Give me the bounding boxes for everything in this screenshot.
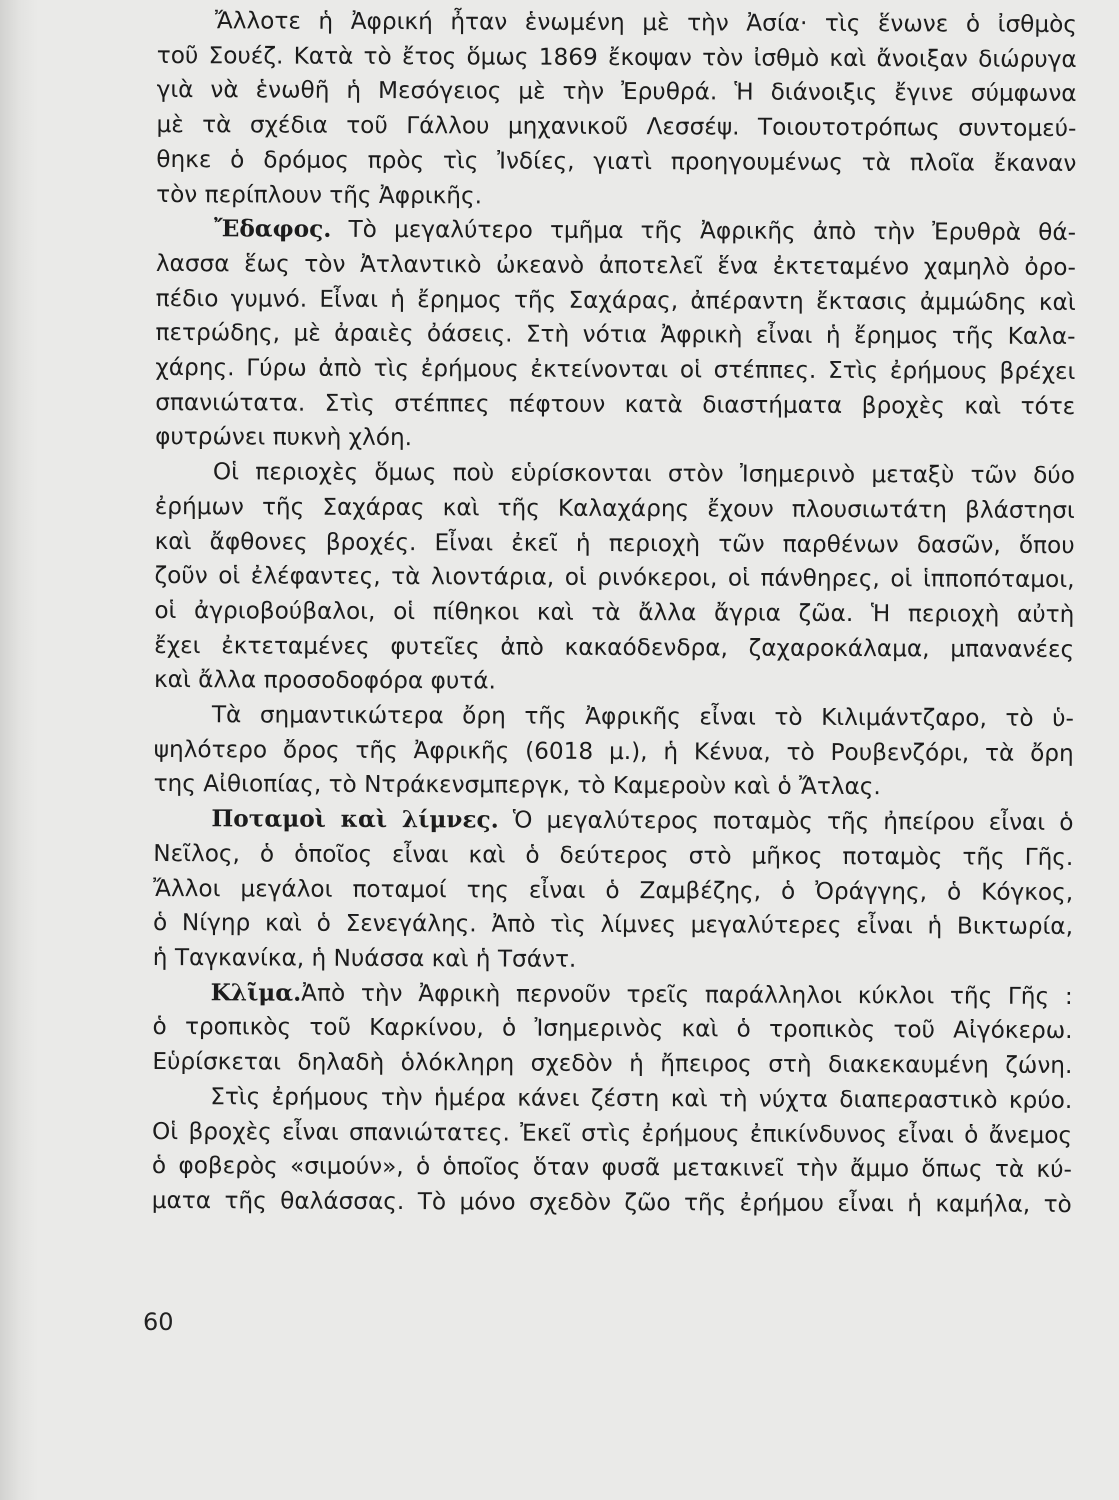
page-number: 60: [143, 1308, 174, 1336]
text-line: Ποταμοὶ καὶ λίμνες. Ὁ μεγαλύτερος ποταμὸς τῆς ἠπείρου εἶναι ὁ: [211, 805, 1074, 837]
text-line: ἔχει ἐκτεταμένες φυτεῖες ἀπὸ κακαόδενδρα, ζαχαροκάλαμα, μπανανέες: [154, 631, 1075, 663]
text-line: ἐρήμων τῆς Σαχάρας καὶ τῆς Καλαχάρης ἔχουν πλουσιωτάτη βλάστησι: [154, 492, 1075, 524]
text-line: φυτρώνει πυκνὴ χλόη.: [155, 423, 413, 452]
text-line: πετρώδης, μὲ ἀραιὲς ὀάσεις. Στὴ νότια Ἀφρικὴ εἶναι ἡ ἔρημος τῆς Καλα-: [155, 319, 1076, 351]
text-line: καὶ ἄλλα προσοδοφόρα φυτά.: [153, 666, 496, 695]
text-line: τὸν περίπλουν τῆς Ἀφρικῆς.: [156, 180, 483, 209]
text-line: θηκε ὁ δρόμος πρὸς τὶς Ἰνδίες, γιατὶ προηγουμένως τὰ πλοῖα ἔκαναν: [156, 145, 1077, 177]
paragraph-intro: [156, 4, 1077, 216]
text-line: Νεῖλος, ὁ ὁποῖος εἶναι καὶ ὁ δεύτερος στὸ μῆκος ποταμὸς τῆς Γῆς.: [153, 839, 1074, 871]
section-heading-edafos: Ἔδαφος.: [213, 215, 332, 243]
paragraph-climate: [152, 976, 1072, 1084]
text-line: Εὑρίσκεται δηλαδὴ ὁλόκληρη σχεδὸν ἡ ἤπειρος στὴ διακεκαυμένη ζώνη.: [152, 1048, 1073, 1080]
text-line: ὁ Νίγηρ καὶ ὁ Σενεγάλης. Ἀπὸ τὶς λίμνες μεγαλύτερες εἶναι ἡ Βικτωρία,: [152, 909, 1074, 941]
text-line: χάρης. Γύρω ἀπὸ τὶς ἐρήμους ἐκτείνονται οἱ στέππες. Στὶς ἐρήμους βρέχει: [155, 354, 1076, 386]
text-line: ψηλότερο ὄρος τῆς Ἀφρικῆς (6018 μ.), ἡ Κένυα, τὸ Ρουβενζόρι, τὰ ὄρη: [153, 735, 1074, 767]
text-line: ὁ τροπικὸς τοῦ Καρκίνου, ὁ Ἰσημερινὸς καὶ ὁ τροπικὸς τοῦ Αἰγόκερω.: [152, 1013, 1073, 1045]
text-line: τοῦ Σουέζ. Κατὰ τὸ ἔτος ὅμως 1869 ἔκοψαν τὸν ἰσθμὸ καὶ ἄνοιξαν διώρυγα: [156, 41, 1077, 73]
text-line: Οἱ περιοχὲς ὅμως ποὺ εὑρίσκονται στὸν Ἰσημερινὸ μεταξὺ τῶν δύο: [212, 458, 1076, 490]
text-line: Οἱ βροχὲς εἶναι σπανιώτατες. Ἐκεῖ στὶς ἐρήμους ἐπικίνδυνος εἶναι ὁ ἄνεμος: [152, 1117, 1073, 1149]
text-line: Τὰ σημαντικώτερα ὄρη τῆς Ἀφρικῆς εἶναι τὸ Κιλιμάντζαρο, τὸ ὑ-: [211, 701, 1074, 733]
text-line: οἱ ἀγριοβούβαλοι, οἱ πίθηκοι καὶ τὰ ἄλλα ἄγρια ζῶα. Ἡ περιοχὴ αὐτὴ: [154, 596, 1075, 628]
text-line: ζοῦν οἱ ἐλέφαντες, τὰ λιοντάρια, οἱ ρινόκεροι, οἱ πάνθηρες, οἱ ἱπποπόταμοι,: [154, 562, 1075, 594]
text-line: Στὶς ἐρήμους τὴν ἡμέρα κάνει ζέστη καὶ τὴ νύχτα διαπεραστικὸ κρύο.: [210, 1083, 1073, 1114]
text-line: ματα τῆς θαλάσσας. Τὸ μόνο σχεδὸν ζῶο τῆς ἐρήμου εἶναι ἡ καμήλα, τὸ: [151, 1186, 1072, 1218]
text-line: ὁ φοβερὸς «σιμούν», ὁ ὁποῖος ὅταν φυσᾶ μετακινεῖ τὴν ἄμμο ὅπως τὰ κύ-: [151, 1152, 1072, 1184]
paragraph-edafos: [155, 212, 1076, 459]
text-line: Ἄλλοι μεγάλοι ποταμοί της εἶναι ὁ Ζαμβέζης, ὁ Ὀράγγης, ὁ Κόγκος,: [153, 874, 1074, 906]
text-line: λασσα ἕως τὸν Ἀτλαντικὸ ὠκεανὸ ἀποτελεῖ ἕνα ἐκτεταμένο χαμηλὸ ὀρο-: [155, 249, 1076, 281]
binding-shadow: [0, 0, 38, 1500]
paragraph-deserts: [152, 1080, 1073, 1223]
text-line: Κλῖμα.Ἀπὸ τὴν Ἀφρικὴ περνοῦν τρεῖς παράλληλοι κύκλοι τῆς Γῆς :: [210, 978, 1073, 1010]
text-line: Ἔδαφος. Τὸ μεγαλύτερο τμῆμα τῆς Ἀφρικῆς ἀπὸ τὴν Ἐρυθρὰ θά-: [213, 215, 1077, 247]
paragraph-rivers: [153, 802, 1074, 980]
section-heading-climate: Κλῖμα.: [210, 978, 302, 1007]
text-line: γιὰ νὰ ἑνωθῆ ἡ Μεσόγειος μὲ τὴν Ἐρυθρά. Ἡ διάνοιξις ἔγινε σύμφωνα: [156, 76, 1077, 108]
text-line: της Αἰθιοπίας, τὸ Ντράκενσμπεργκ, τὸ Καμεροὺν καὶ ὁ Ἄτλας.: [153, 770, 881, 801]
text-line: σπανιώτατα. Στὶς στέππες πέφτουν κατὰ διαστήματα βροχὲς καὶ τότε: [155, 388, 1076, 420]
text-line: πέδιο γυμνό. Εἶναι ἡ ἔρημος τῆς Σαχάρας, ἀπέραντη ἔκτασις ἀμμώδης καὶ: [155, 284, 1076, 316]
text-line: μὲ τὰ σχέδια τοῦ Γάλλου μηχανικοῦ Λεσσέψ. Τοιουτοτρόπως συντομεύ-: [156, 111, 1077, 143]
paragraph-mountains: [154, 698, 1074, 806]
body-text: [152, 4, 1077, 1223]
paragraph-equator: [154, 455, 1075, 702]
section-heading-rivers: Ποταμοὶ καὶ λίμνες.: [211, 805, 499, 834]
text-line: Ἄλλοτε ἡ Ἀφρική ἦταν ἑνωμένη μὲ τὴν Ἀσία· τὶς ἕνωνε ὁ ἰσθμὸς: [214, 7, 1077, 39]
text-line: ἡ Ταγκανίκα, ἡ Νυάσσα καὶ ἡ Τσάντ.: [152, 943, 577, 973]
text-line: καὶ ἄφθονες βροχές. Εἶναι ἐκεῖ ἡ περιοχὴ τῶν παρθένων δασῶν, ὅπου: [154, 527, 1075, 559]
